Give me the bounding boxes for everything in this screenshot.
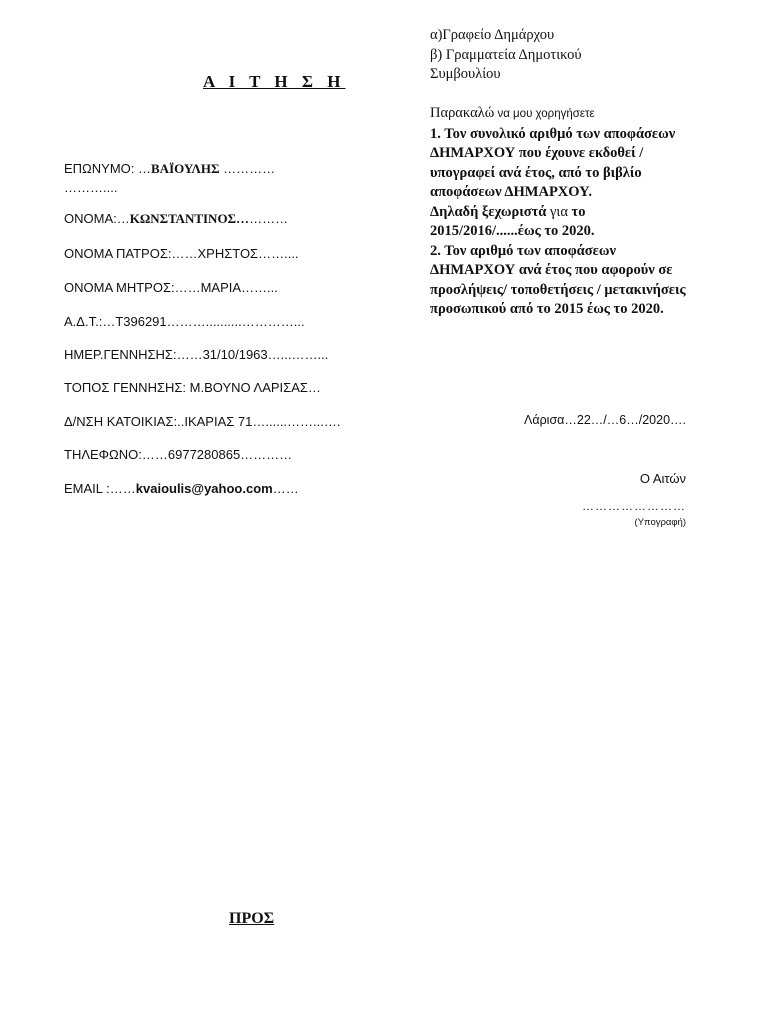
recipient-line-2: β) Γραμματεία Δημοτικού <box>430 46 582 63</box>
name-field <box>64 211 288 227</box>
document-title: Α Ι Τ Η Σ Η <box>203 72 346 91</box>
request-item-1-number: 1. <box>430 125 441 142</box>
recipient-block <box>430 26 692 85</box>
id-card-field: Α.Δ.Τ.:…Τ396291………..........…………... <box>64 314 305 329</box>
name-value: ΚΩΝΣΤΑΝΤΙΝΟΣ… <box>129 211 250 226</box>
name-dots: ……… <box>249 211 289 226</box>
request-item-2 <box>430 242 692 320</box>
surname-field <box>64 161 275 177</box>
surname-dots-continued: ……….... <box>64 180 118 195</box>
request-intro-bold: Παρακαλώ <box>430 105 495 121</box>
request-item-2-text: Τον αριθμό των αποφάσεων ΔΗΜΑΡΧΟΥ ανά έτος που αφορούν σε προσλήψεις/ τοποθετήσεις / μετακινήσεις προσωπικού από το 2015 έως το 2020. <box>430 242 686 317</box>
name-label: ΟΝΟΜΑ:… <box>64 211 130 226</box>
request-item-1-detail-small: για <box>550 203 568 220</box>
surname-dots: ………… <box>219 161 276 176</box>
request-item-2-number: 2. <box>430 242 441 259</box>
recipient-line-3: Συμβουλίου <box>430 66 501 82</box>
address-field: Δ/ΝΣΗ ΚΑΤΟΙΚΙΑΣ:..ΙΚΑΡΙΑΣ 71…......……...…. <box>64 414 341 429</box>
mother-name-field: ΟΝΟΜΑ ΜΗΤΡΟΣ:……ΜΑΡΙΑ……... <box>64 280 278 295</box>
email-dots: …… <box>272 481 299 496</box>
request-intro-rest: να μου χορηγήσετε <box>494 108 595 120</box>
request-item-1-detail <box>430 203 692 242</box>
recipient-line-1: α)Γραφείο Δημάρχου <box>430 27 555 43</box>
request-block <box>430 104 692 320</box>
request-item-1 <box>430 125 692 203</box>
email-label: EMAIL :…… <box>64 481 136 496</box>
surname-label: ΕΠΩΝΥΜΟ: … <box>64 161 152 176</box>
request-item-1-text: Τον συνολικό αριθμό των αποφάσεων ΔΗΜΑΡΧΟΥ που έχουνε εκδοθεί / υπογραφεί ανά έτος, από το βιβλίο αποφάσεων ΔΗΜΑΡΧΟΥ. <box>430 125 676 200</box>
request-item-1-detail-post: το 2015/2016/......έως το 2020. <box>430 203 595 239</box>
place-date: Λάρισα…22…/…6…/2020…. <box>524 413 686 427</box>
email-value: kvaioulis@yahoo.com <box>135 481 273 496</box>
applicant-label: Ο Αιτών <box>639 471 686 486</box>
surname-value: ΒΑΪΟΥΛΗΣ <box>151 161 220 176</box>
request-intro <box>430 104 692 125</box>
signature-note: (Υπογραφή) <box>634 517 686 528</box>
phone-field: ΤΗΛΕΦΩΝΟ:……6977280865………… <box>64 447 293 462</box>
father-name-field: ΟΝΟΜΑ ΠΑΤΡΟΣ:……ΧΡΗΣΤΟΣ…….... <box>64 246 299 261</box>
birth-place-field: ΤΟΠΟΣ ΓΕΝΝΗΣΗΣ: Μ.ΒΟΥΝΟ ΛΑΡΙΣΑΣ… <box>64 380 321 395</box>
birth-date-field: ΗΜΕΡ.ΓΕΝΝΗΣΗΣ:……31/10/1963…...……... <box>64 347 329 362</box>
signature-line: …………………… <box>582 499 686 513</box>
to-heading: ΠΡΟΣ <box>229 910 275 927</box>
request-item-1-detail-pre: Δηλαδή ξεχωριστά <box>430 203 551 220</box>
email-field <box>64 481 299 497</box>
